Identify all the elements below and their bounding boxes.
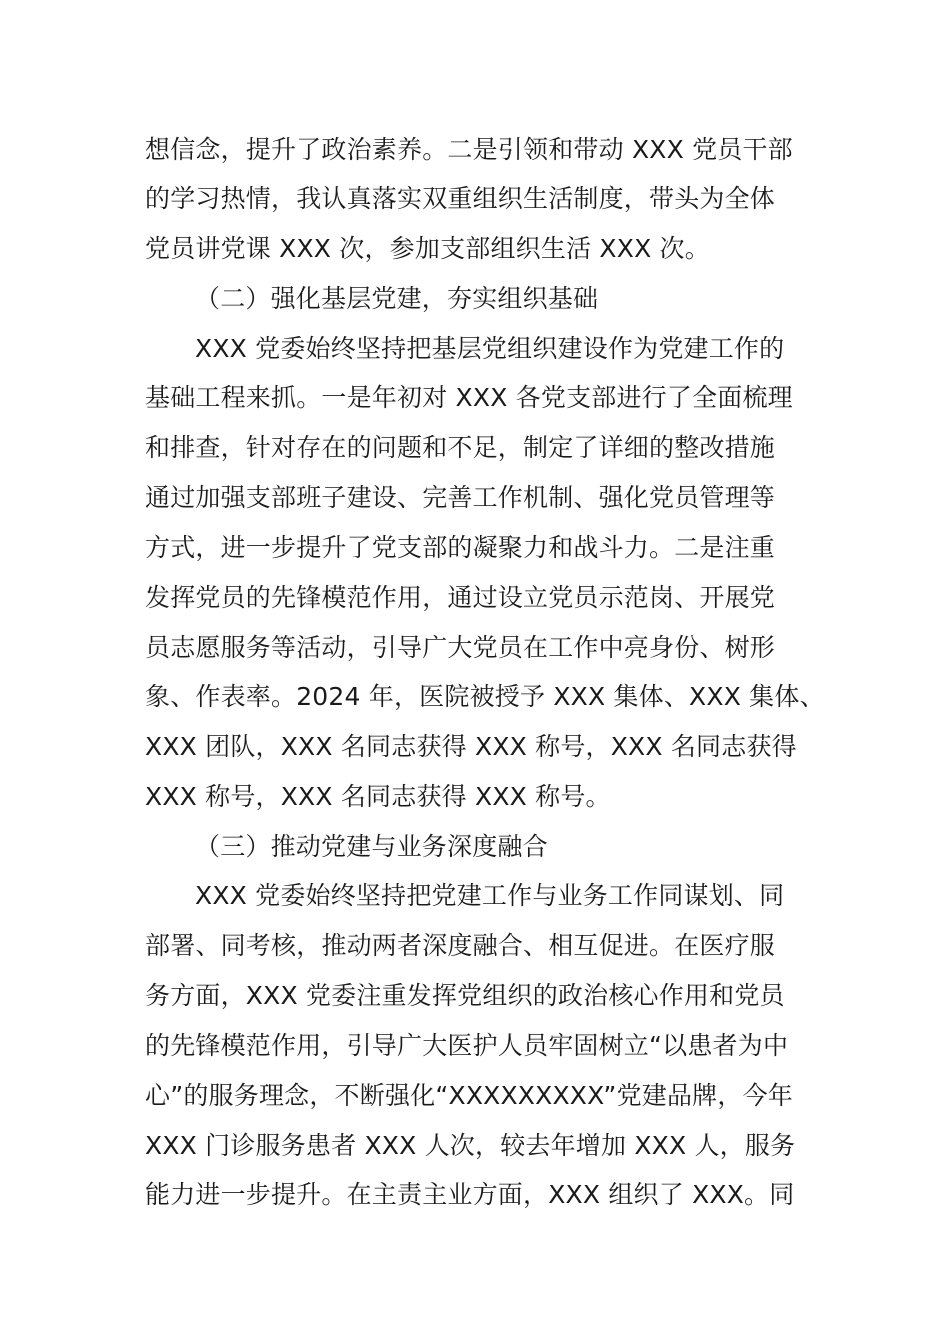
paragraph-line: 象、作表率。2024 年，医院被授予 XXX 集体、XXX 集体、 [145,682,825,711]
paragraph-first-line: XXX 党委始终坚持把党建工作与业务工作同谋划、同 [195,881,785,910]
paragraph-line: XXX 称号，XXX 名同志获得 XXX 称号。 [145,782,611,811]
paragraph-line: 务方面，XXX 党委注重发挥党组织的政治核心作用和党员 [145,981,785,1010]
paragraph-first-line: XXX 党委始终坚持把基层党组织建设作为党建工作的 [195,334,785,363]
paragraph-line: 方式，进一步提升了党支部的凝聚力和战斗力。二是注重 [145,533,776,562]
section-heading: （三）推动党建与业务深度融合 [195,832,548,861]
paragraph-line: 基础工程来抓。一是年初对 XXX 各党支部进行了全面梳理 [145,383,793,412]
paragraph-line: 心”的服务理念，不断强化“XXXXXXXXX”党建品牌，今年 [145,1081,793,1110]
paragraph-line: 想信念，提升了政治素养。二是引领和带动 XXX 党员干部 [145,135,793,164]
paragraph-line: 发挥党员的先锋模范作用，通过设立党员示范岗、开展党 [145,583,776,612]
paragraph-line: 通过加强支部班子建设、完善工作机制、强化党员管理等 [145,483,776,512]
paragraph-line: 的先锋模范作用，引导广大医护人员牢固树立“以患者为中 [145,1031,789,1060]
paragraph-line: XXX 团队，XXX 名同志获得 XXX 称号，XXX 名同志获得 [145,732,797,761]
paragraph-line: 员志愿服务等活动，引导广大党员在工作中亮身份、树形 [145,633,776,662]
paragraph-line: 能力进一步提升。在主责主业方面，XXX 组织了 XXX。同 [145,1180,795,1209]
paragraph-line: 和排查，针对存在的问题和不足，制定了详细的整改措施 [145,433,776,462]
section-heading: （二）强化基层党建，夯实组织基础 [195,284,599,313]
paragraph-line: 部署、同考核，推动两者深度融合、相互促进。在医疗服 [145,931,776,960]
paragraph-line: 的学习热情，我认真落实双重组织生活制度，带头为全体 [145,184,776,213]
paragraph-line: XXX 门诊服务患者 XXX 人次，较去年增加 XXX 人，服务 [145,1131,796,1160]
paragraph-line: 党员讲党课 XXX 次，参加支部组织生活 XXX 次。 [145,234,710,263]
